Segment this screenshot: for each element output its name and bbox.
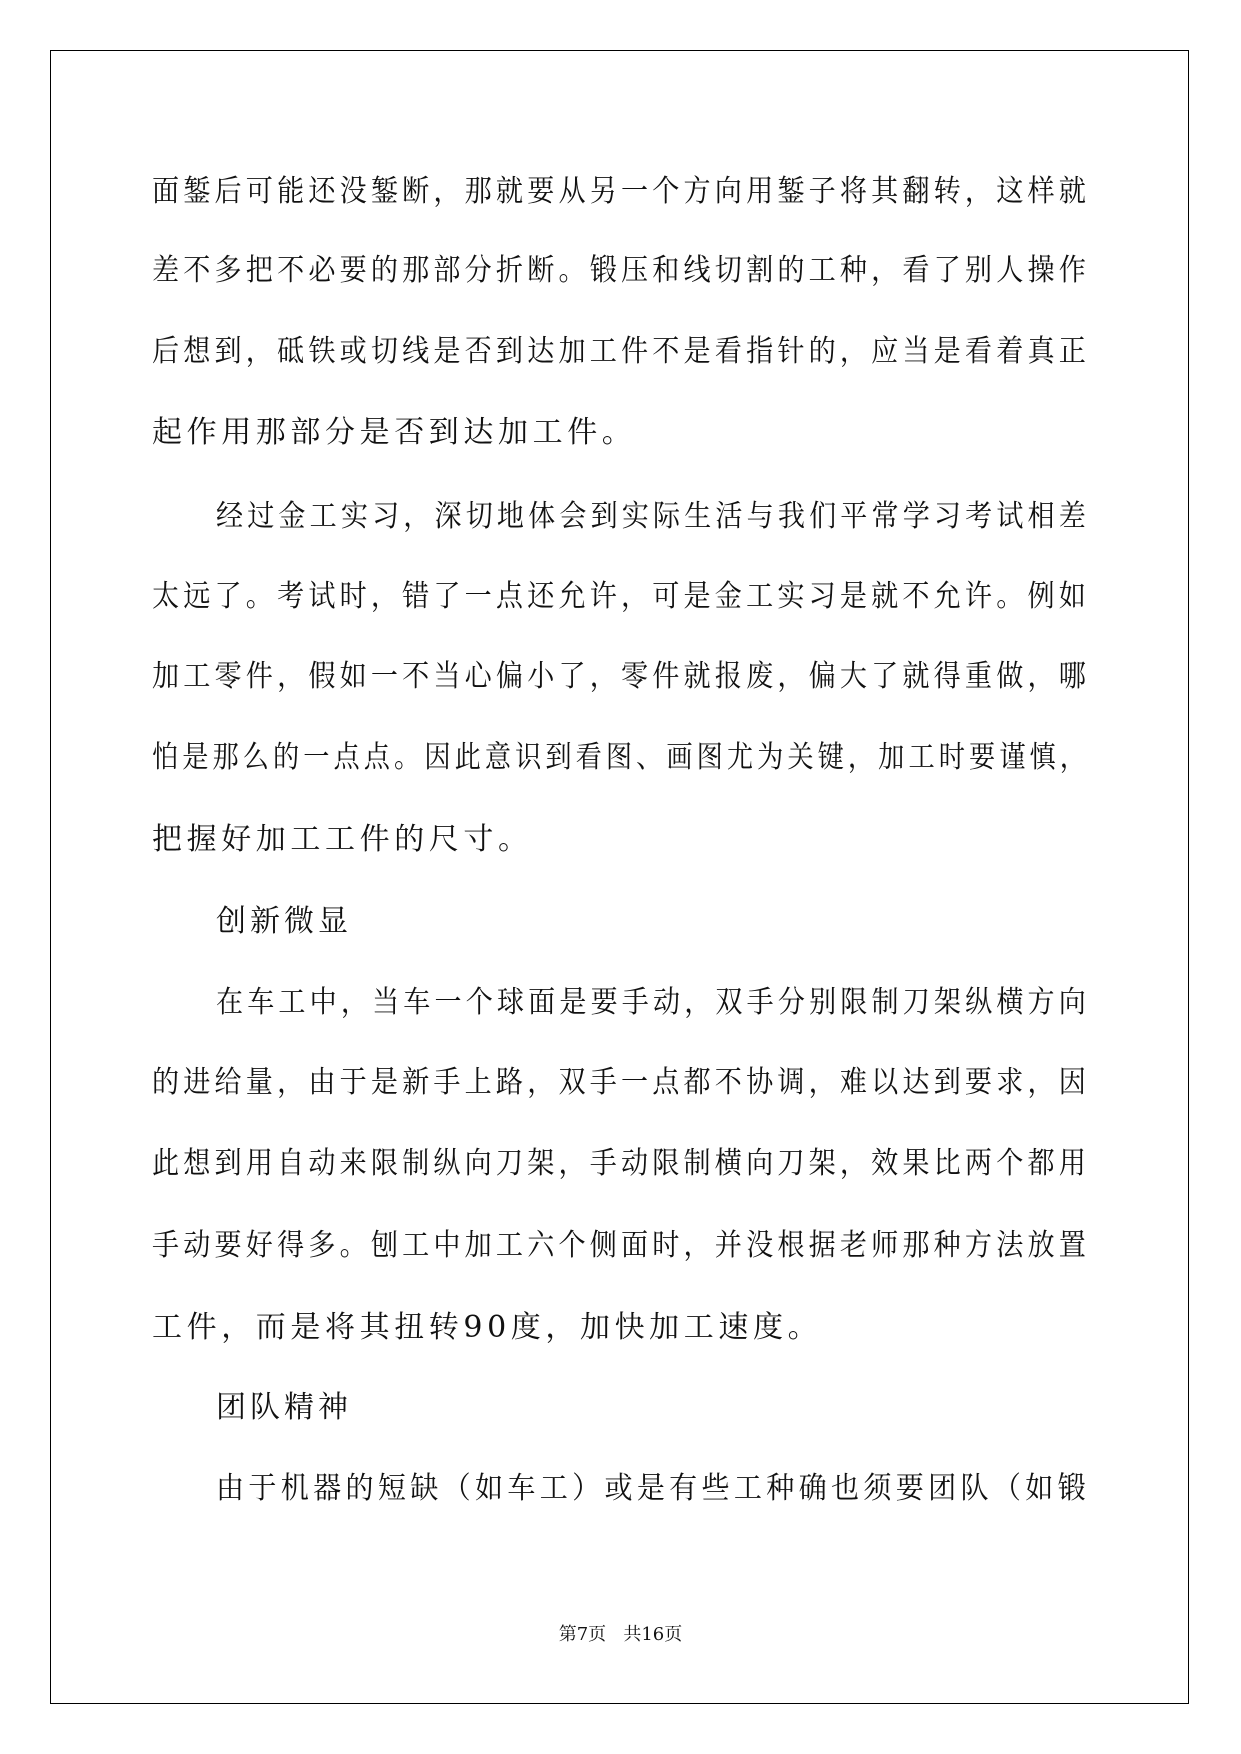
body-text-line: 加工零件，假如一不当心偏小了，零件就报废，偏大了就得重做，哪 bbox=[152, 659, 1090, 694]
page-number: 第7页 bbox=[558, 1624, 607, 1645]
section-heading: 创新微显 bbox=[216, 904, 352, 939]
body-text-line: 此想到用自动来限制纵向刀架，手动限制横向刀架，效果比两个都用 bbox=[152, 1146, 1090, 1181]
body-text-line: 怕是那么的一点点。因此意识到看图、画图尤为关键，加工时要谨慎， bbox=[152, 740, 1090, 775]
body-text-line: 工件，而是将其扭转90度，加快加工速度。 bbox=[152, 1310, 823, 1345]
paragraph-first-line: 经过金工实习，深切地体会到实际生活与我们平常学习考试相差 bbox=[216, 499, 1090, 534]
paragraph-first-line: 在车工中，当车一个球面是要手动，双手分别限制刀架纵横方向 bbox=[216, 985, 1090, 1020]
body-text-line: 起作用那部分是否到达加工件。 bbox=[152, 415, 637, 450]
page-footer bbox=[0, 1626, 1241, 1644]
body-text-line: 后想到，砥铁或切线是否到达加工件不是看指针的，应当是看着真正 bbox=[152, 334, 1090, 369]
section-heading: 团队精神 bbox=[216, 1390, 352, 1425]
body-text-line: 手动要好得多。刨工中加工六个侧面时，并没根据老师那种方法放置 bbox=[152, 1228, 1090, 1263]
total-pages: 共16页 bbox=[623, 1624, 683, 1645]
page-border bbox=[50, 50, 1189, 1704]
body-text-line: 面錾后可能还没錾断，那就要从另一个方向用錾子将其翻转，这样就 bbox=[152, 174, 1090, 209]
body-text-line: 的进给量，由于是新手上路，双手一点都不协调，难以达到要求，因 bbox=[152, 1065, 1090, 1100]
body-text-line: 把握好加工工件的尺寸。 bbox=[152, 822, 533, 857]
body-text-line: 差不多把不必要的那部分折断。锻压和线切割的工种，看了别人操作 bbox=[152, 253, 1090, 288]
body-text-line: 太远了。考试时，错了一点还允许，可是金工实习是就不允许。例如 bbox=[152, 579, 1090, 614]
paragraph-first-line: 由于机器的短缺（如车工）或是有些工种确也须要团队（如锻 bbox=[216, 1471, 1090, 1506]
